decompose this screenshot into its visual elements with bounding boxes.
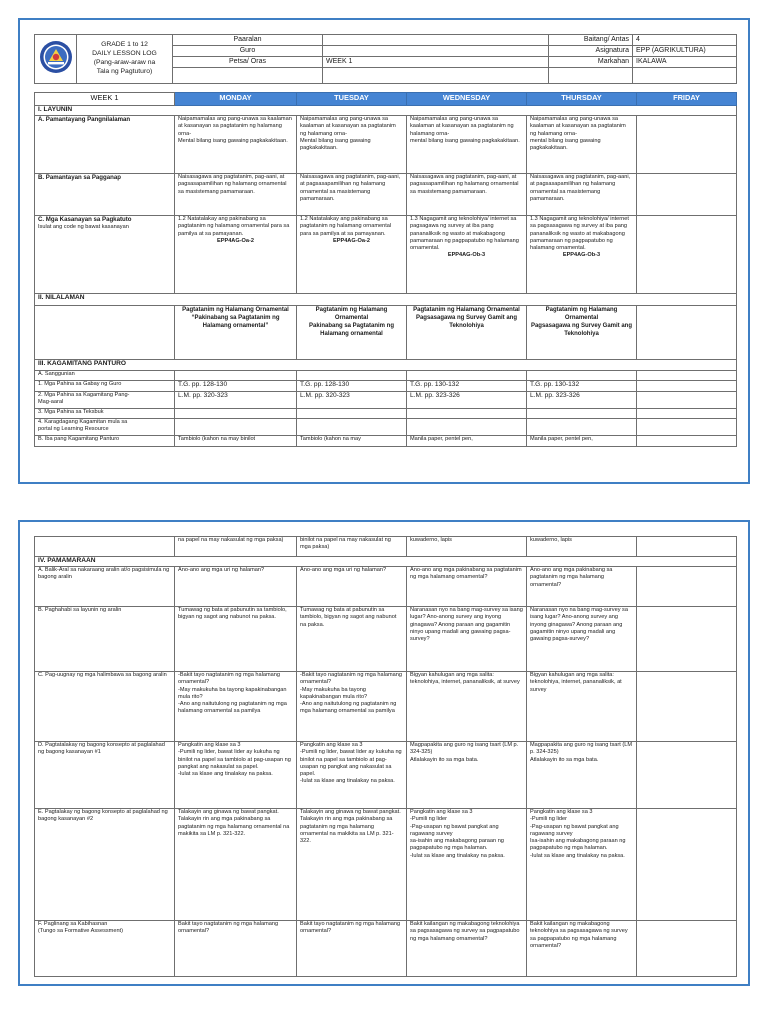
pd-mon: Pangkatin ang klase sa 3 -Pumili ng lider, bawat lider ay kukuha ng binilot na papel sa tambiolo at pag-usapan ng pangkat ang nakasulat sa papel. -Iulat sa klase ang tinalakay na paksa. — [175, 742, 297, 809]
pb-tue: Tumawag ng bata at pabunutin sa tambiolo, bigyan ng sagot ang nabunot na paksa. — [297, 607, 407, 672]
form-title-line1: GRADE 1 to 12 — [101, 41, 148, 49]
deped-seal-icon — [39, 40, 73, 74]
row-label-sanggunian: A. Sanggunian — [35, 371, 175, 381]
cell-c-thu — [527, 216, 637, 294]
pa-tue: Ano-ano ang mga uri ng halaman? — [297, 567, 407, 607]
petsa-label: Petsa/ Oras — [173, 57, 323, 68]
row-label-balik-aral: A. Balik-Aral sa nakaraang aralin at/o pagsisimula ng bagong aralin — [35, 567, 175, 607]
row-label-pagganap: B. Pamantayan sa Pagganap — [35, 174, 175, 216]
iba-thu: Manila paper, pentel pen, — [527, 436, 637, 447]
lm-thu: L.M. pp. 323-326 — [527, 392, 637, 409]
row-label-kagamitang-mag-aaral: 2. Mga Pahina sa Kagamitang Pang- Mag-aaral — [35, 392, 175, 409]
pb-wed: Naranasan nyo na bang mag-survey sa isang lugar? Ano-anong survey ang inyong ginagawa? Anong paraan ang gagamitin ninyo upang madali ang gawaing pagsa-survey? — [407, 607, 527, 672]
row-label-pagtalakay-2: E. Pagtalakay ng bagong konsepto at paglalahad ng bagong kasanayan #2 — [35, 809, 175, 921]
lesson-table-1 — [34, 92, 737, 447]
pc-wed: Bigyan kahulugan ang mga salita: teknolohiya, internet, pananaliksik, at survey — [407, 672, 527, 742]
markahan-label: Markahan — [549, 57, 633, 68]
cell-a-mon: Naipamamalas ang pang-unawa sa kaalaman at kasanayan sa pagtatanim ng halamang orna- Mental bilang isang gawaing pagkakakitaan. — [175, 116, 297, 174]
cell-b-wed: Naisasagawa ang pagtatanim, pag-aani, at pagsasapamilihan ng halamang ornamental sa masistemang pamamaraan. — [407, 174, 527, 216]
kasanayan-title: C. Mga Kasanayan sa Pagkatuto — [38, 216, 132, 223]
kasanayan-subtitle: Isulat ang code ng bawat kasanayan — [38, 224, 129, 231]
paaralan-value — [323, 35, 549, 46]
pe-tue: Talakayin ang ginawa ng bawat pangkat. Talakayin rin ang mga pakinabang sa pagtatanim ng mga halamang ornamental na makikita sa LM p. 321-322. — [297, 809, 407, 921]
cell-c-wed-code: EPP4AG-Ob-3 — [447, 252, 486, 259]
day-thursday: THURSDAY — [527, 93, 637, 106]
row-label-pagtatalakay-1: D. Pagtatalakay ng bagong konsepto at paglalahad ng bagong kasanayan #1 — [35, 742, 175, 809]
cell-c-tue-code: EPP4AG-Oa-2 — [333, 237, 370, 244]
pd-wed: Magpapakita ang guro ng isang tsart (LM p. 324-325) Atlalakayin ito sa mga bata. — [407, 742, 527, 809]
pd-tue: Pangkatin ang klase sa 3 -Pumili ng lider, bawat lider ay kukuha ng binilot na papel sa tambiolo at pag-usapan ng pangkat ang nakasulat sa papel. -Iulat sa klase ang tinalakay na paksa. — [297, 742, 407, 809]
form-title-line3: (Pang-araw-araw na — [93, 59, 156, 66]
day-monday: MONDAY — [175, 93, 297, 106]
nilalaman-mon: Pagtatanim ng Halamang Ornamental “Pakinabang sa Pagtatanim ng Halamang ornamental” — [175, 306, 297, 360]
cell-c-mon — [175, 216, 297, 294]
week-header: WEEK 1 — [35, 93, 175, 106]
row-label-pag-uugnay: C. Pag-uugnay ng mga halimbawa sa bagong aralin — [35, 672, 175, 742]
nilalaman-thu: Pagtatanim ng Halamang Ornamental Pagsasagawa ng Survey Gamit ang Teknolohiya — [527, 306, 637, 360]
row-label-teksbuk: 3. Mga Pahina sa Teksbuk — [35, 409, 175, 419]
cont-wed: kuwaderno, lapis — [407, 537, 527, 557]
cell-b-tue: Naisasagawa ang pagtatanim, pag-aani, at pagsasapamilihan ng halamang ornamental sa masistemang pamamaraan. — [297, 174, 407, 216]
pf-mon: Bakit tayo nagtatanim ng mga halamang ornamental? — [175, 921, 297, 977]
cell-b-fri — [637, 174, 737, 216]
row-label-pangnilalaman: A. Pamantayang Pangnilalaman — [35, 116, 175, 174]
lesson-log-page-2 — [18, 520, 750, 986]
tg-tue: T.G. pp. 128-130 — [297, 381, 407, 392]
pe-wed: Pangkatin ang klase sa 3 -Pumili ng lider -Pag-usapan ng bawat pangkat ang ragawang survey sa-isahin ang makabagong paraan ng pagpapatubo ng mga halaman. -Iulat sa klase ang tinalakay na paksa. — [407, 809, 527, 921]
row-label-iba-pang-kagamitan: B. Iba pang Kagamitang Panturo — [35, 436, 175, 447]
row-label-gabay-guro: 1. Mga Pahina sa Gabay ng Guro — [35, 381, 175, 392]
lm-wed: L.M. pp. 323-326 — [407, 392, 527, 409]
cell-a-fri — [637, 116, 737, 174]
cell-c-wed — [407, 216, 527, 294]
cell-a-tue: Naipamamalas ang pang-unawa sa kaalaman at kasanayan sa pagtatanim ng halamang orna- Mental bilang isang gawaing pagkakakitaan. — [297, 116, 407, 174]
pe-mon: Talakayin ang ginawa ng bawat pangkat. Talakayin rin ang mga pakinabang sa pagtatanim ng mga halamang ornamental na makikita sa LM p. 321-322. — [175, 809, 297, 921]
pb-mon: Tumawag ng bata at pabunutin sa tambiolo, bigyan ng sagot ang nabunot na paksa. — [175, 607, 297, 672]
row-label-learning-resource: 4. Karagdagang Kagamitan mula sa portal ng Learning Resource — [35, 419, 175, 436]
pd-thu: Magpapakita ang guro ng isang tsart (LM p. 324-325) Atlalakayin ito sa mga bata. — [527, 742, 637, 809]
cell-c-mon-text: 1.2 Natatalakay ang pakinabang sa pagtatanim ng halamang ornamental para sa pamilya at sa pamayanan. — [178, 216, 290, 237]
lesson-log-page-1 — [18, 18, 750, 484]
day-wednesday: WEDNESDAY — [407, 93, 527, 106]
pf-tue: Bakit tayo nagtatanim ng mga halamang ornamental? — [297, 921, 407, 977]
cell-b-mon: Naisasagawa ang pagtatanim, pag-aani, at pagsasapamilihan ng halamang ornamental sa masistemang pamamaraan. — [175, 174, 297, 216]
day-friday: FRIDAY — [637, 93, 737, 106]
pc-thu: Bigyan kahulugan ang mga salita: teknolohiya, internet, pananaliksik, at survey — [527, 672, 637, 742]
section-kagamitang-panturo: III. KAGAMITANG PANTURO — [35, 360, 737, 371]
row-label-paglinang: F. Paglinang sa Kabihasnan (Tungo sa Formative Assessment) — [35, 921, 175, 977]
deped-seal-logo — [35, 35, 77, 84]
paaralan-label: Paaralan — [173, 35, 323, 46]
cell-a-thu: Naipamamalas ang pang-unawa sa kaalaman at kasanayan sa pagtatanim ng halamang orna- mental bilang isang gawaing pagkakakitaan. — [527, 116, 637, 174]
header-table — [34, 34, 737, 84]
cell-a-wed: Naipamamalas ang pang-unawa sa kaalaman at kasanayan sa pagtatanim ng halamang orna- mental bilang isang gawaing pagkakakitaan. — [407, 116, 527, 174]
pa-mon: Ano-ano ang mga uri ng halaman? — [175, 567, 297, 607]
cell-b-thu: Naisasagawa ang pagtatanim, pag-aani, at pagsasapamilihan ng halamang ornamental sa masistemang pamamaraan. — [527, 174, 637, 216]
row-label-kasanayan — [35, 216, 175, 294]
tg-mon: T.G. pp. 128-130 — [175, 381, 297, 392]
lesson-table-2 — [34, 536, 737, 977]
pb-thu: Naranasan nyo na bang mag-survey sa isang lugar? Ano-anong survey ang inyong ginagawa? Anong paraan ang gagamitin ninyo upang madali ang gawaing pagsa-survey? — [527, 607, 637, 672]
iba-wed: Manila paper, pentel pen, — [407, 436, 527, 447]
form-title-line4: Tala ng Pagtuturo) — [96, 67, 153, 75]
tg-wed: T.G. pp. 130-132 — [407, 381, 527, 392]
pa-wed: Ano-ano ang mga pakinabang sa pagtatanim ng mga halamang ornamental? — [407, 567, 527, 607]
nilalaman-wed: Pagtatanim ng Halamang Ornamental Pagsasagawa ng Survey Gamit ang Teknolohiya — [407, 306, 527, 360]
cont-mon: na papel na may nakasulat ng mga paksa) — [175, 537, 297, 557]
section-layunin: I. LAYUNIN — [35, 106, 737, 116]
pf-wed: Bakit kailangan ng makabagong teknolohiya sa pagsasagawa ng survey sa pagpapatubo ng mga halamang ornamental? — [407, 921, 527, 977]
nilalaman-tue: Pagtatanim ng Halamang Ornamental Pakinabang sa Pagtatanim ng Halamang ornamental — [297, 306, 407, 360]
tg-thu: T.G. pp. 130-132 — [527, 381, 637, 392]
iba-tue: Tambiolo (kahon na may — [297, 436, 407, 447]
cell-c-tue — [297, 216, 407, 294]
asignatura-label: Asignatura — [549, 46, 633, 57]
markahan-value: IKALAWA — [633, 57, 737, 68]
day-tuesday: TUESDAY — [297, 93, 407, 106]
row-label-paghahabi: B. Paghahabi sa layunin ng aralin — [35, 607, 175, 672]
cell-c-tue-text: 1.2 Natatalakay ang pakinabang sa pagtatanim ng halamang ornamental para sa pamilya at sa pamayanan. — [300, 216, 392, 237]
lm-tue: L.M. pp. 320-323 — [297, 392, 407, 409]
iba-mon: Tambiolo (kahon na may binilot — [175, 436, 297, 447]
section-pamamaraan: IV. PAMAMARAAN — [35, 557, 737, 567]
form-title — [77, 35, 173, 84]
pc-tue: -Bakit tayo nagtatanim ng mga halamang ornamental? -May makukuha ba tayong kapakinabangan mula rito? -Ano ang naitutulong ng pagtatanim ng mga halamang ornamental sa pamilya — [297, 672, 407, 742]
pe-thu: Pangkatin ang klase sa 3 -Pumili ng lider -Pag-usapan ng bawat pangkat ang ragawang survey Isa-isahin ang makabagong paraan ng pagpapatubo ng mga halaman. -Iulat sa klase ang tinalakay na paksa. — [527, 809, 637, 921]
section-nilalaman: II. NILALAMAN — [35, 294, 737, 306]
cont-tue: binilot na papel na may nakasulat ng mga paksa) — [297, 537, 407, 557]
cont-thu: kuwaderno, lapis — [527, 537, 637, 557]
pc-mon: -Bakit tayo nagtatanim ng mga halamang ornamental? -May makukuha ba tayong kapakinabangan mula rito? -Ano ang naitutulong ng pagtatanim ng mga halamang ornamental sa pamilya — [175, 672, 297, 742]
pf-thu: Bakit kailangan ng makabagong teknolohiya sa pagsasagawa ng survey sa pagpapatubo ng mga halamang ornamental? — [527, 921, 637, 977]
cell-c-mon-code: EPP4AG-Oa-2 — [217, 237, 254, 244]
form-title-line2: DAILY LESSON LOG — [92, 50, 157, 58]
cell-c-thu-code: EPP4AG-Ob-3 — [562, 252, 601, 259]
asignatura-value: EPP (AGRIKULTURA) — [633, 46, 737, 57]
pa-thu: Ano-ano ang mga pakinabang sa pagtatanim ng mga halamang ornamental? — [527, 567, 637, 607]
cell-c-thu-text: 1.3 Nagagamit ang teknolohiya/ internet sa pagsasagawa ng survey at iba pang pananaliksik ng wasto at makabagong pamamaraan ng pagpapatubo ng halamang ornamental. — [530, 216, 629, 252]
cell-c-fri — [637, 216, 737, 294]
lm-mon: L.M. pp. 320-323 — [175, 392, 297, 409]
guro-value — [323, 46, 549, 57]
guro-label: Guro — [173, 46, 323, 57]
baitang-value: 4 — [633, 35, 737, 46]
baitang-label: Baitang/ Antas — [549, 35, 633, 46]
cell-c-wed-text: 1.3 Nagagamit ang teknolohiya/ internet sa pagsagawa ng survey at iba pang pananaliksik ng wasto at makabagong pamamaraan ng pagpapatubo ng halamang ornamental. — [410, 216, 519, 252]
petsa-value: WEEK 1 — [323, 57, 549, 68]
